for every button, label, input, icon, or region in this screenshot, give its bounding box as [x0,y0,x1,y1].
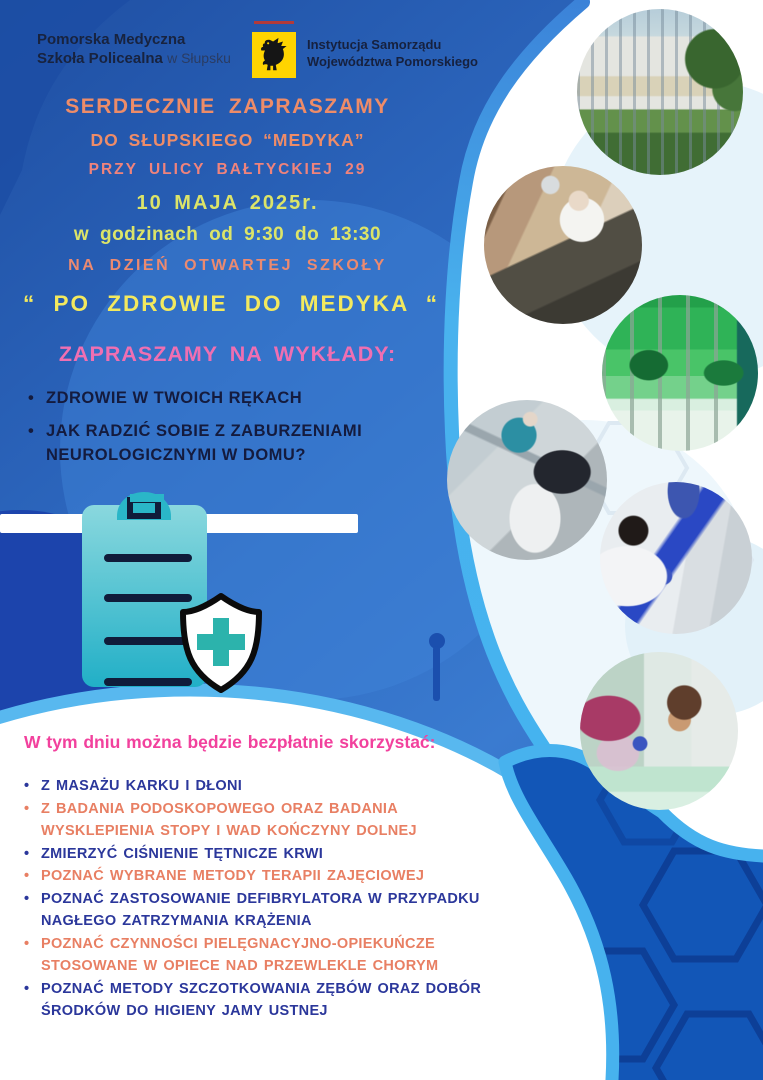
griffin-coat-of-arms-icon [252,32,296,78]
service-item: • POZNAĆ METODY SZCZOTKOWANIA ZĘBÓW ORAZ DOBÓR ŚRODKÓW DO HIGIENY JAMY USTNEJ [24,978,510,1023]
photo-foot-exam [600,482,752,634]
school-city: w Słupsku [167,50,231,66]
lectures-heading: ZAPRASZAMY NA WYKŁADY: [58,342,397,366]
service-item: • ZMIERZYĆ CIŚNIENIE TĘTNICZE KRWI [24,843,510,866]
school-name-line1: Pomorska Medyczna [37,31,186,48]
photo-cosmetology-room [484,166,642,324]
invitation-address: PRZY ULICY BAŁTYCKIEJ 29 [88,161,367,178]
free-services-heading: W tym dniu można będzie bezpłatnie skorzystać: [24,732,436,752]
invitation-line2: DO SŁUPSKIEGO “MEDYKA” [90,130,365,150]
service-item: • POZNAĆ WYBRANE METODY TERAPII ZAJĘCIOWEJ [24,865,510,888]
flag-stripe [254,21,294,24]
event-date: 10 MAJA 2025r. [136,192,319,214]
photo-mannequin-practice [580,652,738,810]
photo-recovery-room [602,295,758,451]
school-name [37,30,231,68]
lectures-list [28,386,426,476]
event-slogan: “ PO ZDROWIE DO MEDYKA “ [23,291,439,316]
service-item: • POZNAĆ ZASTOSOWANIE DEFIBRYLATORA W PRZYPADKU NAGŁEGO ZATRZYMANIA KRĄŻENIA [24,888,510,933]
lecture-item: • JAK RADZIĆ SOBIE Z ZABURZENIAMI NEUROLOGICZNYMI W DOMU? [28,419,426,467]
event-hours: w godzinach od 9:30 do 13:30 [73,224,382,245]
institution-label: Instytucja Samorządu Województwa Pomorskiego [307,37,478,69]
invitation-line1: SERDECZNIE ZAPRASZAMY [65,95,390,118]
photo-dental-room [447,400,607,560]
free-services-list [24,775,510,1023]
service-item: • POZNAĆ CZYNNOŚCI PIELĘGNACYJNO-OPIEKUŃCZE STOSOWANE W OPIECE NAD PRZEWLEKLE CHORYM [24,933,510,978]
photo-school-building [577,9,743,175]
school-name-line2: Szkoła Policealna w Słupsku [37,50,231,67]
service-item: • Z BADANIA PODOSKOPOWEGO ORAZ BADANIA WYSKLEPIENIA STOPY I WAD KOŃCZYNY DOLNEJ [24,798,510,843]
service-item: • Z MASAŻU KARKU I DŁONI [24,775,510,798]
event-name: NA DZIEŃ OTWARTEJ SZKOŁY [68,257,387,274]
lecture-item: • ZDROWIE W TWOICH RĘKACH [28,386,426,410]
